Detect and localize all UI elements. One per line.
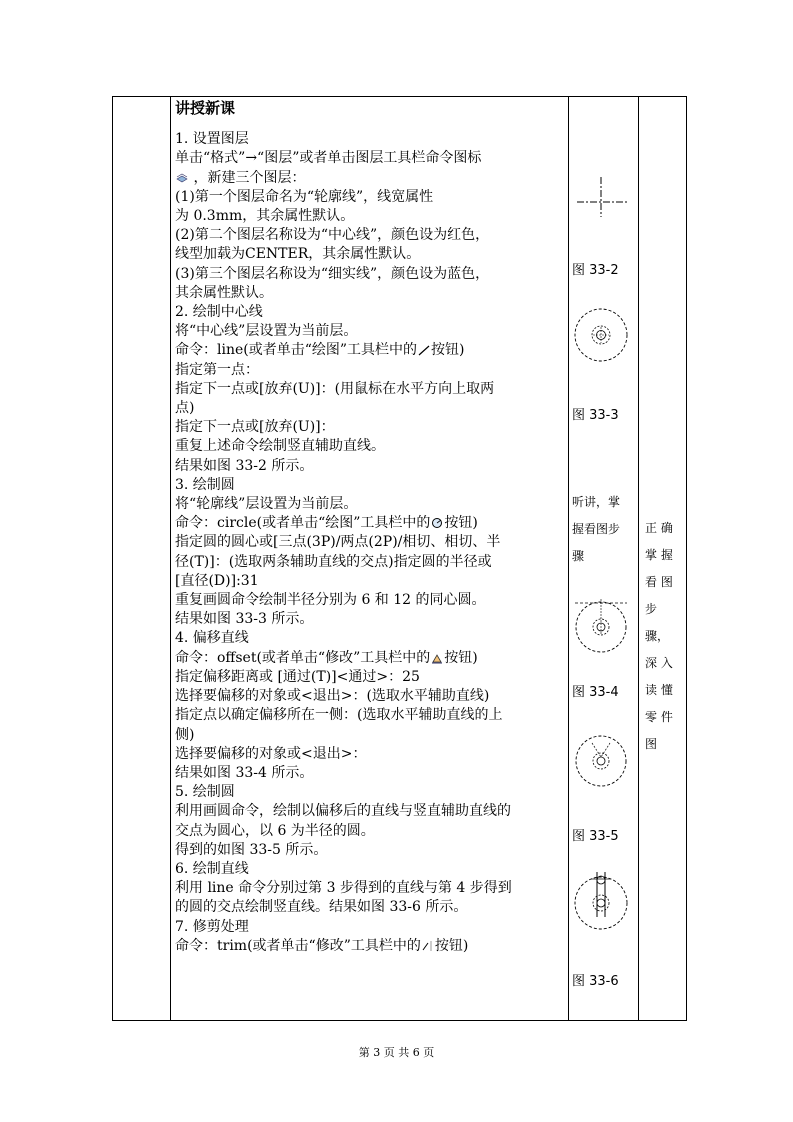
goal-line: 骤，: [645, 629, 670, 643]
line-icon: [418, 344, 430, 356]
text-line: 2. 绘制中心线: [175, 304, 263, 321]
text-line: [175, 937, 568, 956]
figure-33-5: [571, 733, 635, 789]
text-line: 选择要偏移的对象或<退出>：: [175, 745, 367, 762]
text-line: 指定圆的圆心或[三点(3P)/两点(2P)/相切、相切、半: [175, 534, 501, 551]
goal-line: 图: [645, 737, 658, 751]
goal-line: 步: [645, 602, 658, 616]
circle-icon: [431, 517, 443, 529]
text-span: 命令：line(或者单击“绘图”工具栏中的: [175, 342, 418, 359]
text-line: 1. 设置图层: [175, 131, 249, 148]
goal-line: 零 件: [645, 710, 673, 724]
activity-line: 听讲，掌: [572, 495, 621, 509]
goal-line: 看 图: [645, 575, 673, 589]
text-line: 指定下一点或[放弃(U)]：(用鼠标在水平方向上取两: [175, 380, 495, 397]
text-line: 结果如图 33-3 所示。: [175, 611, 314, 628]
text-line: [175, 341, 568, 360]
figure-label: 图 33-2: [572, 263, 619, 278]
text-line: [直径(D)]:31: [175, 572, 259, 589]
section-title: 讲授新课: [175, 99, 236, 117]
lesson-table: [112, 96, 687, 1021]
activity-line: 骤: [572, 549, 585, 563]
activity-note: [572, 489, 634, 570]
text-span: 按钮): [434, 937, 469, 954]
layer-icon: [176, 172, 188, 184]
figure-column: [568, 97, 638, 1020]
figure-label: 图 33-6: [572, 974, 619, 989]
text-line: (2)第二个图层名称设为“中心线”，颜色设为红色，: [175, 227, 490, 244]
text-line: 指定偏移距离或 [通过(T)]<通过>：25: [175, 668, 420, 685]
text-line: 选择要偏移的对象或<退出>：(选取水平辅助直线): [175, 688, 490, 705]
text-line: [175, 514, 568, 533]
text-line: 交点为圆心，以 6 为半径的圆。: [175, 822, 375, 839]
text-line: 其余属性默认。: [175, 284, 273, 301]
text-line: 单击“格式”→“图层”或者单击图层工具栏命令图标: [175, 150, 482, 167]
text-span: 按钮): [431, 342, 465, 359]
text-line: 重复画圆命令绘制半径分别为 6 和 12 的同心圆。: [175, 592, 486, 609]
figure-label: 图 33-5: [572, 829, 619, 844]
text-line: 利用 line 命令分别过第 3 步得到的直线与第 4 步得到: [175, 880, 512, 897]
activity-line: 握看图步: [572, 522, 621, 536]
text-line: 点): [175, 400, 195, 417]
text-line: 重复上述命令绘制竖直辅助直线。: [175, 438, 385, 455]
text-line: 6. 绘制直线: [175, 860, 249, 877]
text-span: 按钮): [444, 515, 478, 532]
lesson-content: [170, 97, 568, 956]
text-span: ，新建三个图层：: [193, 169, 306, 186]
offset-icon: [431, 652, 443, 664]
text-span: 命令：offset(或者单击“修改”工具栏中的: [175, 649, 431, 666]
figure-33-2: [571, 175, 635, 219]
text-span: 按钮): [444, 649, 478, 666]
page-footer: 第 3 页 共 6 页: [358, 1046, 435, 1059]
text-line: 3. 绘制圆: [175, 476, 235, 493]
text-line: 7. 修剪处理: [175, 918, 249, 935]
text-line: [175, 169, 568, 188]
text-line: 结果如图 33-4 所示。: [175, 764, 314, 781]
text-line: [175, 649, 568, 668]
text-line: 为 0.3mm，其余属性默认。: [175, 208, 355, 225]
text-line: 将“轮廓线”层设置为当前层。: [175, 496, 358, 513]
goal-line: 掌 握: [645, 548, 673, 562]
text-line: 指定第一点：: [175, 361, 259, 378]
text-line: 的圆的交点绘制竖直线。结果如图 33-6 所示。: [175, 899, 468, 916]
text-line: 侧): [175, 726, 195, 743]
trim-icon: [422, 940, 434, 952]
text-line: 4. 偏移直线: [175, 630, 249, 647]
text-line: (1)第一个图层命名为“轮廓线”，线宽属性: [175, 188, 434, 205]
text-line: 指定点以确定偏移所在一侧：(选取水平辅助直线的上: [175, 707, 503, 724]
text-line: 线型加载为CENTER，其余属性默认。: [175, 246, 421, 263]
text-line: 得到的如图 33-5 所示。: [175, 841, 328, 858]
figure-33-3: [571, 307, 635, 363]
text-line: 指定下一点或[放弃(U)]：: [175, 419, 335, 436]
figure-label: 图 33-3: [572, 408, 619, 423]
goal-line: 深 入: [645, 656, 673, 670]
text-line: 5. 绘制圆: [175, 784, 235, 801]
text-line: 径(T)]：(选取两条辅助直线的交点)指定圆的半径或: [175, 553, 492, 570]
figure-label: 图 33-4: [572, 685, 619, 700]
text-line: 利用画圆命令，绘制以偏移后的直线与竖直辅助直线的: [175, 803, 511, 820]
figure-33-6: [571, 869, 635, 931]
goal-line: 读 懂: [645, 683, 673, 697]
text-span: 命令：circle(或者单击“绘图”工具栏中的: [175, 515, 431, 532]
goal-column: [638, 515, 688, 758]
text-line: (3)第三个图层名称设为“细实线”，颜色设为蓝色，: [175, 265, 490, 282]
text-line: 结果如图 33-2 所示。: [175, 457, 314, 474]
text-line: 将“中心线”层设置为当前层。: [175, 323, 358, 340]
figure-33-4: [571, 597, 635, 653]
text-span: 命令：trim(或者单击“修改”工具栏中的: [175, 937, 421, 954]
goal-line: 正 确: [645, 521, 673, 535]
